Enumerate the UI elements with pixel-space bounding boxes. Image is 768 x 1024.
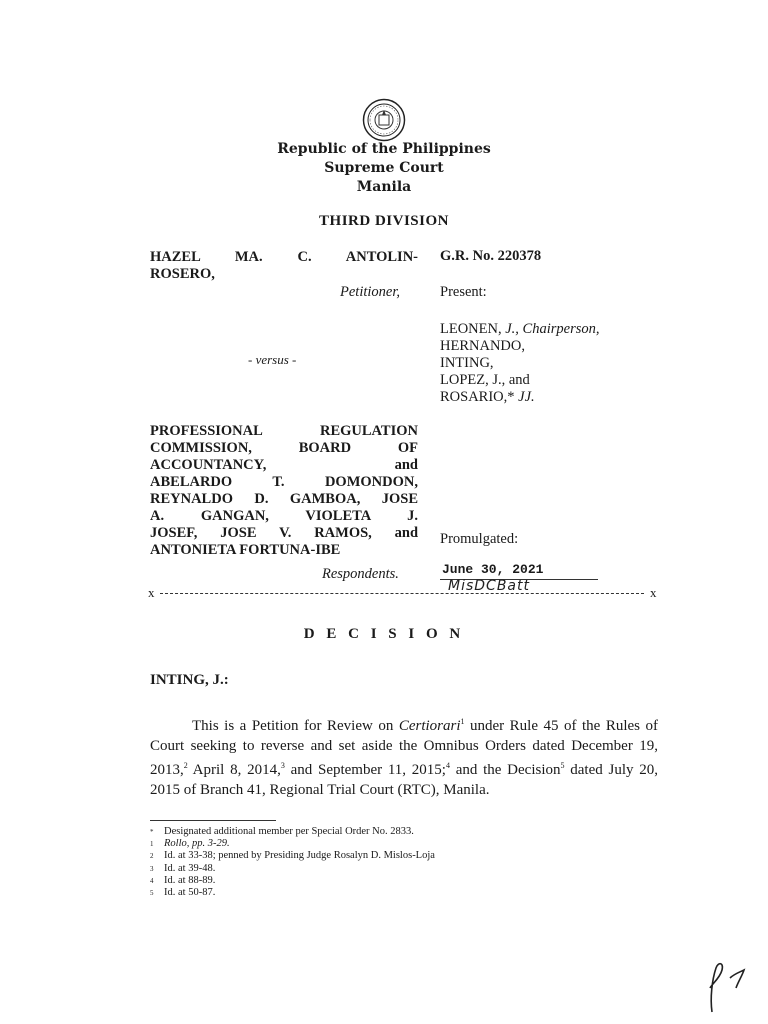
member-name: LOPEZ, J., and (440, 372, 530, 388)
footnotes (150, 826, 435, 899)
paragraph-text: This is a Petition for Review on (192, 718, 399, 734)
ponente (150, 672, 229, 689)
respondents-word: and (394, 525, 419, 541)
footnote-mark: * (150, 828, 154, 836)
paragraph-text: dated July 20, 2015 of Branch 41, Regional Trial Court (RTC), Manila. (150, 762, 658, 798)
footnote-text: Id. at 39-48. (164, 862, 216, 874)
respondents-word: GAMBOA, (289, 491, 361, 507)
respondents-word: REGULATION (319, 423, 418, 439)
member-name: INTING, (440, 355, 494, 371)
member-name: HERNANDO, (440, 338, 525, 354)
respondents-line (150, 474, 418, 491)
promulgated-signature: MisDCBatt (448, 578, 530, 594)
respondents-word: D. (254, 491, 269, 507)
paragraph-text: April 8, 2014, (187, 762, 281, 778)
footnote-text: Id. at 50-87. (164, 887, 216, 899)
respondents-word: J. (407, 508, 419, 524)
respondents-line (150, 491, 418, 508)
footnote-text: Id. at 88-89. (164, 874, 216, 886)
respondents-word: RAMOS, (314, 525, 372, 541)
divider-dashes (160, 593, 644, 594)
paragraph-text: under Rule 45 of the Rules of Court seeking to reverse and set aside the Omnibus Orders dated December 19, 2013, (150, 718, 658, 778)
member-title: J., Chairperson, (505, 321, 600, 337)
petitioner-name-line2: ROSERO, (150, 266, 215, 282)
respondents-word: T. (272, 474, 285, 490)
respondents-word: VIOLETA (305, 508, 371, 524)
respondents-word: ACCOUNTANCY, (150, 457, 267, 473)
respondents-word: REYNALDO (150, 491, 233, 507)
member-entry (440, 372, 600, 389)
respondents-line (150, 423, 418, 440)
member-entry (440, 355, 600, 372)
paragraph-italic: Certiorari (398, 718, 461, 734)
petitioner-block (150, 249, 418, 283)
footnote (150, 826, 435, 838)
decision-paragraph (150, 712, 658, 800)
footnote-text: Id. at 33-38; penned by Presiding Judge Rosalyn D. Mislos-Loja (164, 850, 435, 862)
petitioner-name-line1 (150, 249, 418, 266)
member-entry (440, 338, 600, 355)
footnote-ref: 4 (445, 761, 450, 770)
petitioner-name-part: MA. (234, 249, 263, 265)
respondents-word: JOSE (381, 491, 419, 507)
respondents-word: COMMISSION, (150, 440, 252, 456)
promulgated-date: June 30, 2021 (442, 562, 544, 577)
header-republic: Republic of the Philippines (277, 141, 491, 157)
header-supreme-court: Supreme Court (324, 160, 444, 176)
member-name: ROSARIO,* (440, 389, 519, 405)
respondents-word: JOSEF, (150, 525, 198, 541)
respondents-line (150, 457, 418, 474)
member-title: JJ. (518, 389, 535, 405)
footnote-ref: 5 (560, 761, 565, 770)
footnote (150, 887, 435, 899)
promulgated-label: Promulgated: (440, 531, 519, 547)
footnote-mark: 1 (150, 840, 154, 849)
respondents-last-line: ANTONIETA FORTUNA-IBE (150, 542, 341, 558)
member-entry (440, 321, 600, 338)
footnote-ref: 1 (460, 717, 465, 726)
footnote (150, 838, 435, 850)
member-name: LEONEN, (440, 321, 506, 337)
footnote-mark: 4 (150, 876, 154, 885)
respondents-line (150, 440, 418, 457)
petitioner-name-part: HAZEL (150, 249, 200, 265)
respondents-line (150, 525, 418, 542)
petitioner-name-part: C. (297, 249, 312, 265)
petitioner-role: Petitioner, (340, 284, 401, 300)
respondents-word: BOARD (298, 440, 352, 456)
ponente-name: INTING, J.: (150, 672, 229, 688)
footnote-ref: 2 (183, 761, 188, 770)
footnote (150, 875, 435, 887)
respondents-block (150, 423, 418, 559)
divider-left-x: x (148, 585, 155, 600)
division-title: THIRD DIVISION (319, 213, 449, 229)
paragraph-text: and September 11, 2015; (284, 762, 446, 778)
respondents-word: OF (397, 440, 418, 456)
respondents-word: PROFESSIONAL (150, 423, 262, 439)
footnote-text: Rollo, pp. 3-29. (164, 838, 230, 850)
respondents-word: DOMONDON, (324, 474, 418, 490)
members-list (440, 321, 600, 406)
decision-title: D E C I S I O N (303, 626, 465, 642)
footnote (150, 863, 435, 875)
petitioner-name-part: ANTOLIN- (345, 249, 418, 265)
versus-label: - versus - (248, 352, 297, 367)
respondents-word: and (394, 457, 418, 473)
footnote-ref: 3 (280, 761, 285, 770)
footnote-mark: 3 (150, 864, 154, 873)
footnote-mark: 2 (150, 852, 154, 861)
initials-signature-icon (698, 958, 750, 1014)
paragraph-text: and the Decision (449, 762, 561, 778)
gr-number: G.R. No. 220378 (440, 248, 542, 264)
header-manila: Manila (356, 179, 412, 195)
respondents-word: V. (279, 525, 292, 541)
footnote (150, 850, 435, 862)
respondents-word: A. (150, 508, 165, 524)
footnote-text: Designated additional member per Special Order No. 2833. (164, 826, 414, 837)
footnote-mark: 5 (150, 889, 154, 898)
member-entry (440, 389, 600, 406)
divider-right-x: x (650, 585, 657, 600)
respondents-role: Respondents. (322, 566, 399, 582)
footnote-rule (150, 820, 276, 821)
supreme-court-seal-icon (362, 98, 406, 142)
present-label: Present: (440, 284, 487, 300)
respondents-word: ABELARDO (150, 474, 233, 490)
respondents-word: GANGAN, (200, 508, 269, 524)
respondents-line (150, 508, 418, 525)
respondents-word: JOSE (220, 525, 257, 541)
